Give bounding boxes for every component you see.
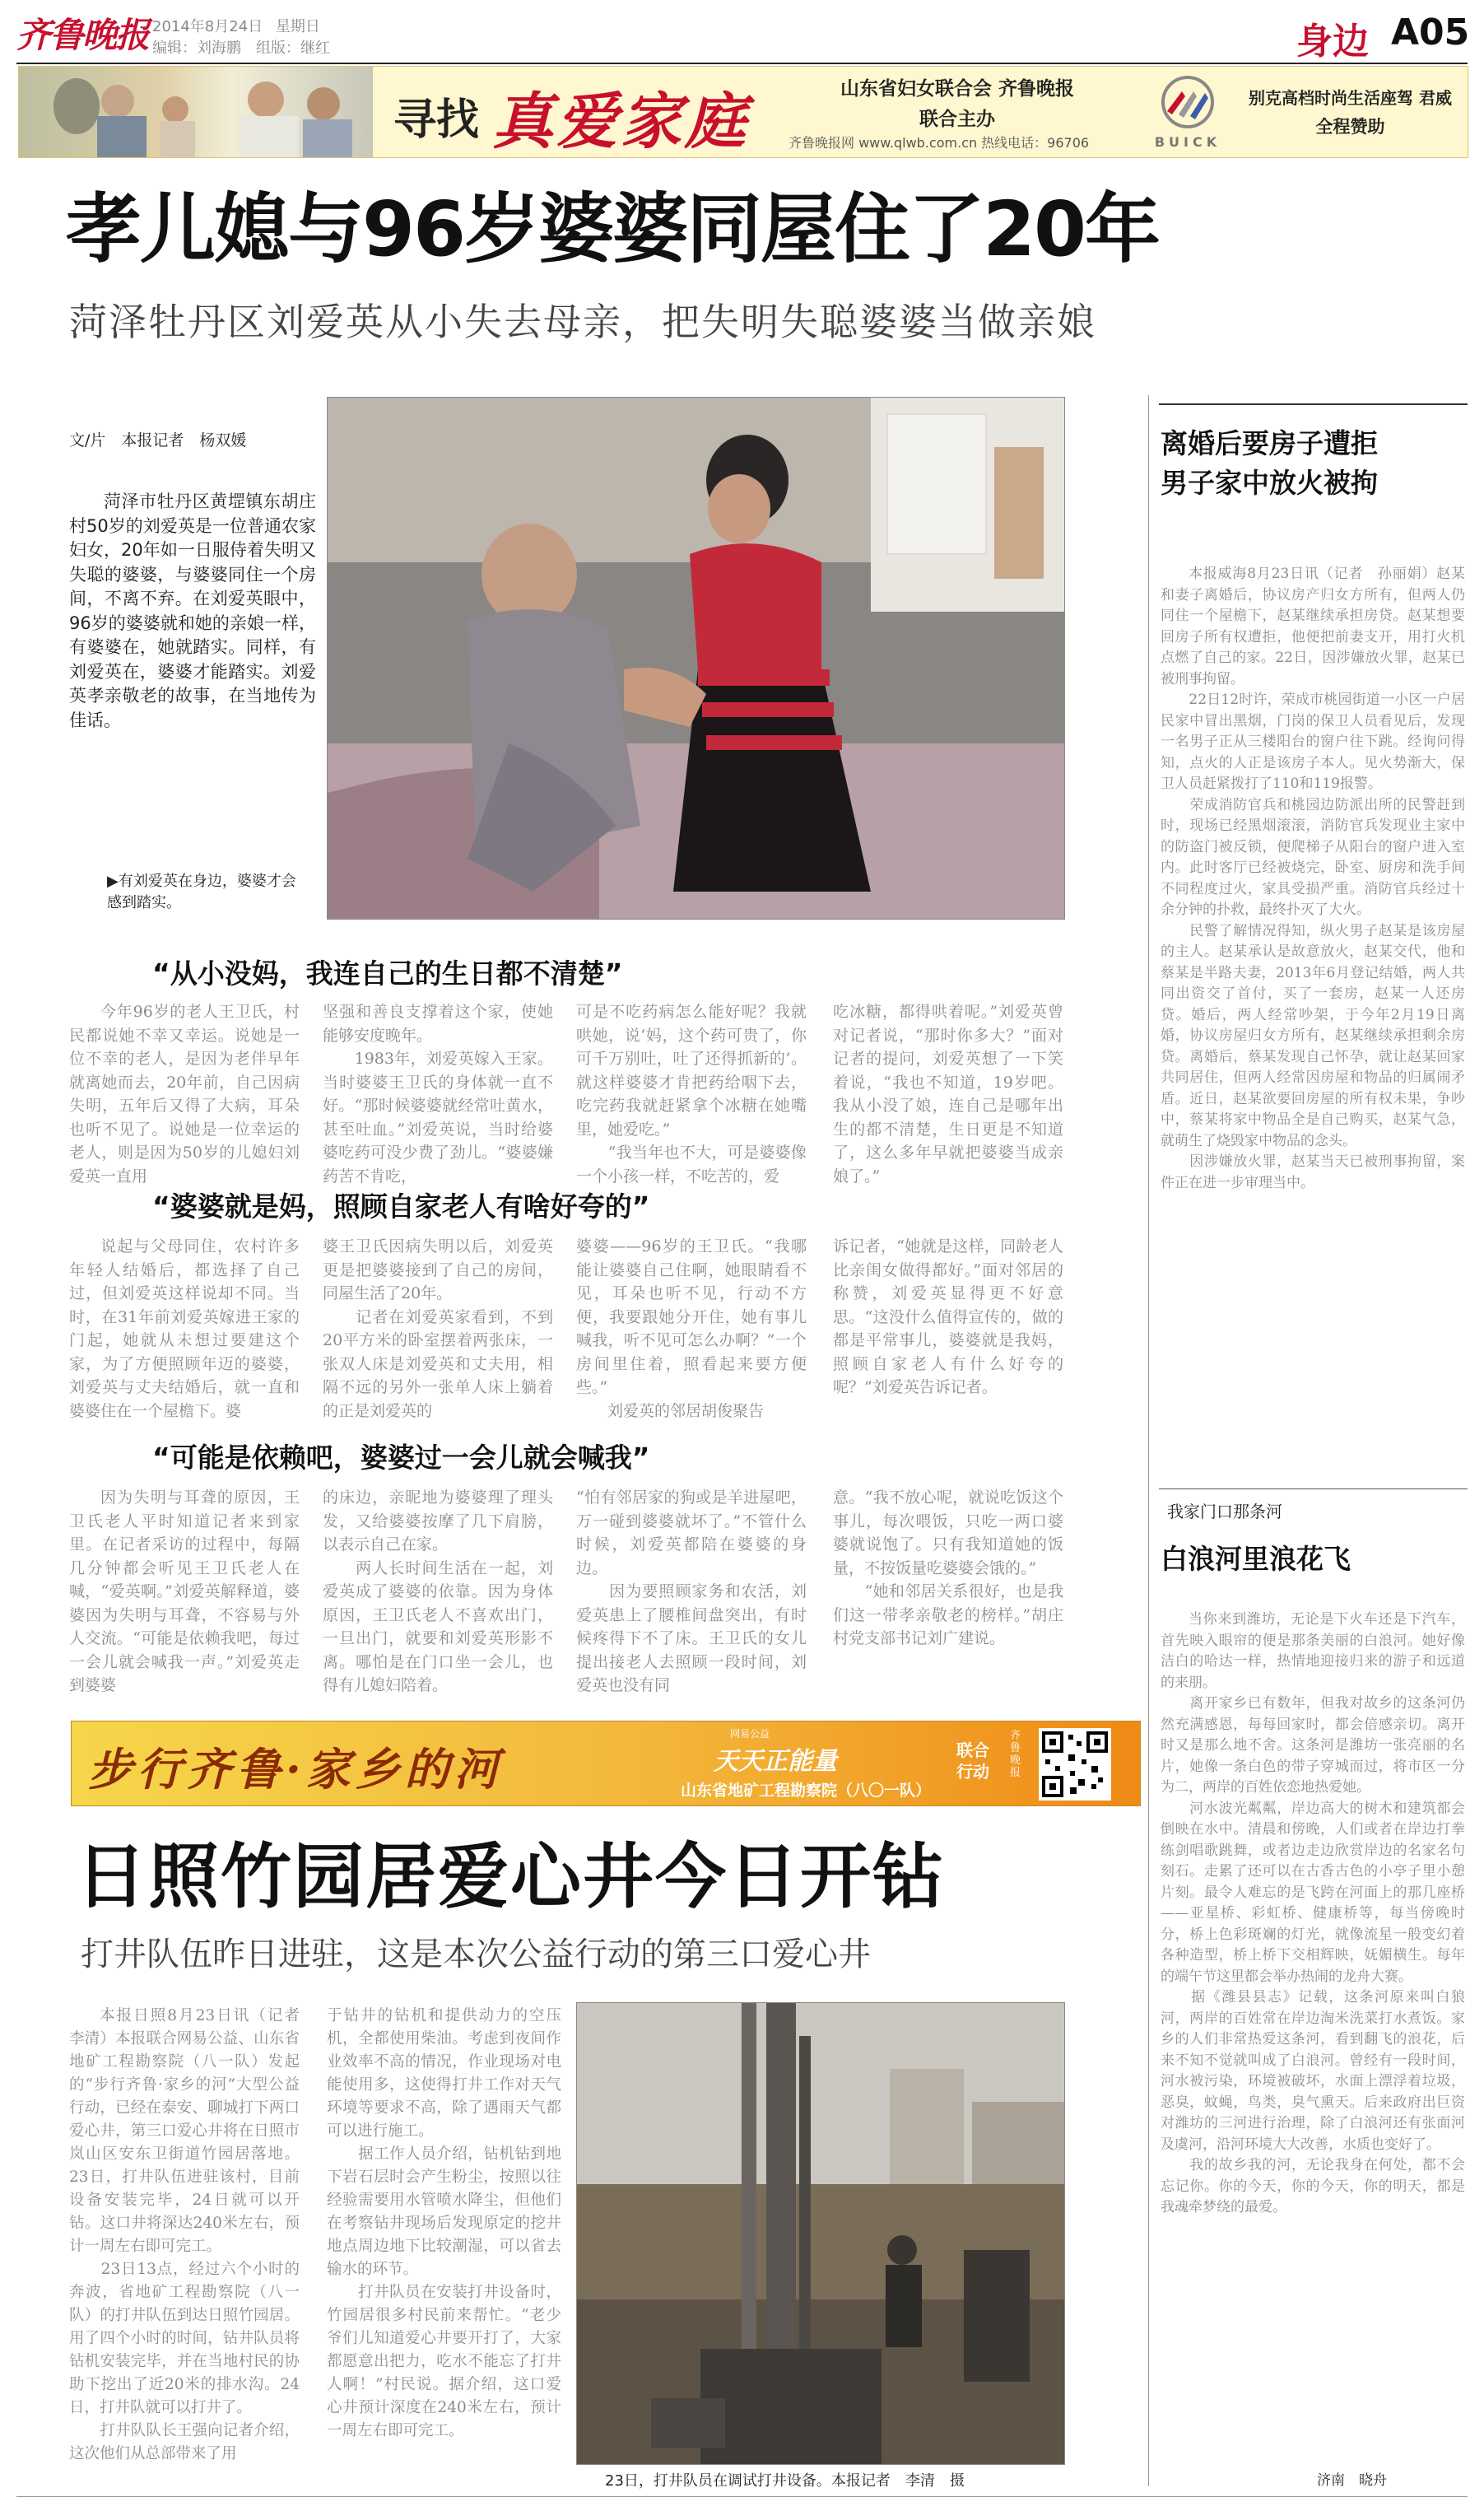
weekday-text: 星期日 <box>275 18 320 35</box>
sidebar1-top-rule <box>1159 403 1468 405</box>
article1-sec1-col1: 今年96岁的老人王卫氏，村民都说她不幸又幸运。说她是一位不幸的老人，是因为老伴早年就离她而去，20年前，自己因病失明，五年后又得了大病，耳朵也听不见了。说她是一位幸运的老人，则是因为50岁的儿媳妇刘爱英一直用 <box>69 1003 300 1186</box>
sidebar2-author: 济南 晓舟 <box>1317 2472 1387 2489</box>
well-drilling-rig-image <box>577 2003 1064 2464</box>
article1-headline: 孝儿媳与96岁婆婆同屋住了20年 <box>66 185 1160 273</box>
banner2-brand-sub: 网易公益 <box>730 1728 770 1740</box>
article1-sec3-col3: “怕有邻居家的狗或是羊进屋吧，万一碰到婆婆就坏了。”不管什么时候，刘爱英都陪在婆婆的身边。 因为要照顾家务和农活，刘爱英患上了腰椎间盘突出，有时候疼得下不了床。王卫氏的女儿提出接老人去照顾一段时间，刘爱英也没有同 <box>576 1488 807 1694</box>
article1-sec1-col4: 吃冰糖，都得哄着呢。”刘爱英曾对记者说，“那时你多大？”面对记者的提问，刘爱英想了一下笑着说，“我也不知道，19岁吧。我从小没了娘，连自己是哪年出生的都不清楚，生日更是不知道了，这么多年早就把婆婆当成亲娘了。” <box>833 1003 1063 1186</box>
article1-sec3-col1: 因为失明与耳聋的原因，王卫氏老人平时知道记者来到家里。在记者采访的过程中，每隔几分钟都会听见王卫氏老人在喊，“爱英啊。”刘爱英解释道，婆婆因为失明与耳聋，不容易与外人交流。“可能是依赖我吧，每过一会儿就会喊我一声。”刘爱英走到婆婆 <box>69 1488 300 1694</box>
banner2-brand-block <box>681 1726 952 1819</box>
issue-date <box>152 15 320 36</box>
article1-photo-caption: ▶有刘爱英在身边，婆婆才会感到踏实。 <box>107 873 296 911</box>
banner-title-big: 真爱家庭 <box>492 86 749 157</box>
sidebar1-body: 本报威海8月23日讯（记者 孙丽娟）赵某和妻子离婚后，协议房产归女方所有，但两人仍同住一个屋檐下，赵某继续承担房贷。赵某想要回房子所有权遭拒，他便把前妻支开，用打火机点燃了自己的家。22日，因涉嫌放火罪，赵某已被刑事拘留。 22日12时许，荣成市桃园街道一小区一户居民家中冒出黑烟，门岗的保卫人员看见后，发现一名男子正从三楼阳台的窗户往下跳。经询问得知，点火的人正是该房子本人。见火势渐大，保卫人员赶紧拨打了110和119报警。 荣成消防官兵和桃园边防派出所的民警赶到时，现场已经黑烟滚滚，消防官兵发现业主家中的防盗门被反锁，便爬梯子从阳台的窗户进入室内。此时客厅已经被烧完，卧室、厨房和洗手间不同程度过火，家具受损严重。消防官兵经过十余分钟的扑救，最终扑灭了大火。 民警了解情况得知，纵火男子赵某是该房屋的主人。赵某承认是故意放火，赵某交代，他和蔡某是半路夫妻，2013年6月登记结婚，两人共同出资交了首付，买了一套房，赵某一人还房贷。婚后，两人经常吵架，于今年2月19日离婚，协议房屋归女方所有，赵某继续承担剩余房贷。离婚后，蔡某发现自己怀孕，就让赵某回家共同居住，但两人经常因房屋和物品的归属闹矛盾。近日，赵某欲要回房屋的所有权未果，争吵中，蔡某将家中物品全是自己购买，赵某气急，就萌生了烧毁家中物品的念头。 因涉嫌放火罪，赵某当天已被刑事拘留，案件正在进一步审理当中。 <box>1161 566 1465 1191</box>
buick-emblem-icon <box>1142 73 1233 131</box>
sidebar1-headline-line1: 离婚后要房子遭拒 <box>1161 427 1378 459</box>
banner-contact: 齐鲁晚报网 www.qlwb.com.cn 热线电话：96706 <box>789 135 1090 151</box>
sidebar2-kicker: 我家门口那条河 <box>1167 1502 1282 1521</box>
column-divider <box>1148 395 1149 2486</box>
sidebar2-body: 当你来到潍坊，无论是下火车还是下汽车，首先映入眼帘的便是那条美丽的白浪河。她好像洁白的哈达一样，热情地迎接归来的游子和远道的来朋。 离开家乡已有数年，但我对故乡的这条河仍然充满感恩，每每回家时，都会倍感亲切。离开时又是那么地不舍。这条河是潍坊一张亮丽的名片，她像一条白色的带子穿城而过，将市区一分为二，两岸的百姓依恋地热爱她。 河水波光粼粼，岸边高大的树木和建筑都会倒映在水中。清晨和傍晚，人们或者在岸边打拳练剑唱歌跳舞，或者边走边欣赏岸边的名家名句刻石。走累了还可以在古香古色的小亭子里小憩片刻。最令人难忘的是飞跨在河面上的那几座桥——亚星桥、彩虹桥、健康桥等，每当傍晚时分，桥上色彩斑斓的灯光，就像流星一般变幻着各种造型，桥上桥下交相辉映，妩媚横生。每年的端午节这里都会举办热闹的龙舟大赛。 据《潍县县志》记载，这条河原来叫白狼河，两岸的百姓常在岸边淘米洗菜打水煮饭。家乡的人们非常热爱这条河，看到翻飞的浪花，后来不知不觉就叫成了白浪河。曾经有一段时间，河水被污染，环境被破坏，水面上漂浮着垃圾，恶臭，蚊蝇，鸟类，臭气熏天。后来政府出巨资对潍坊的三河进行治理，除了白浪河还有张面河及虞河，沿河环境大大改善，水质也变好了。 我的故乡我的河，无论我身在何处，都不会忘记你。你的今天，你的今天，你的明天，都是我魂牵梦绕的最爱。 <box>1161 1611 1465 2215</box>
banner-sponsor <box>1237 85 1463 138</box>
organizers-line1: 山东省妇女联合会 齐鲁晚报 <box>840 78 1074 100</box>
sidebar2-headline: 白浪河里浪花飞 <box>1161 1543 1351 1575</box>
article2-headline: 日照竹园居爱心井今日开钻 <box>76 1836 945 1918</box>
sidebar1-headline-line2: 男子家中放火被拘 <box>1161 467 1378 499</box>
article1-sec2-col3: 婆婆——96岁的王卫氏。“我哪能让婆婆自己住啊，她眼睛看不见，耳朵也听不见，行动不方便，我要跟她分开住，她有事儿喊我，听不见可怎么办啊？”一个房间里住着，照看起来要方便些。” 刘爱英的邻居胡俊聚告 <box>576 1237 807 1420</box>
editors-line: 编辑：刘海鹏 组版：继红 <box>152 40 330 57</box>
article1-subhead: 菏泽牡丹区刘爱英从小失去母亲，把失明失聪婆婆当做亲娘 <box>69 300 1096 344</box>
sponsor-line1: 别克高档时尚生活座驾 君威 <box>1249 88 1452 108</box>
banner-title-small: 寻找 <box>393 96 480 145</box>
banner-walk-qilu <box>71 1721 1141 1819</box>
qr-code-icon <box>1039 1728 1111 1801</box>
elderly-couple-illustration <box>19 67 373 157</box>
banner2-side-text: 齐鲁晚报 <box>1010 1730 1021 1779</box>
sidebar2-top-rule <box>1159 1488 1468 1489</box>
sidebar1-headline <box>1161 424 1465 503</box>
sponsor-line2: 全程赞助 <box>1315 117 1385 137</box>
organizers-line2: 联合主办 <box>919 109 995 130</box>
banner-organizers <box>826 73 1089 131</box>
article1-sec2-col4: 诉记者，“她就是这样，同龄老人比亲闺女做得都好。”面对邻居的称赞，刘爱英显得更不好意思。“这没什么值得宣传的，做的都是平常事儿，婆婆就是我妈，照顾自家老人有什么好夸的呢？”刘爱英告诉记者。 <box>833 1237 1063 1396</box>
banner2-brand-top: 天天正能量 <box>714 1747 837 1776</box>
date-text: 2014年8月24日 <box>152 18 263 35</box>
section-name: 身边 <box>1296 21 1369 63</box>
article1-sec3-col4: 意。“我不放心呢，就说吃饭这个事儿，每次喂饭，只吃一两口婆婆就说饱了。只有我知道她的饭量，不按饭量吃婆婆会饿的。” “她和邻居关系很好，也是我们这一带孝亲敬老的榜样。”胡庄村党支部书记刘广建说。 <box>833 1488 1063 1647</box>
article1-section3-heading: “可能是依赖吧，婆婆过一会儿就会喊我” <box>152 1442 650 1474</box>
banner2-org: 山东省地矿工程勘察院（八〇一队） <box>681 1782 932 1800</box>
caregiver-with-mother-in-law-image <box>328 398 1064 919</box>
article1-sec1-col3: 可是不吃药病怎么能好呢？我就哄她，说‘妈，这个药可贵了，你可千万别吐，吐了还得抓新的’。就这样婆婆才肯把药给咽下去，吃完药我就赶紧拿个冰糖在她嘴里，她爱吃。” “我当年也不大，可是婆婆像一个小孩一样，不吃苦的，爱 <box>576 1003 807 1186</box>
article1-section2-heading: “婆婆就是妈，照顾自家老人有啥好夸的” <box>152 1190 650 1223</box>
article1-sec3-col2: 的床边，亲昵地为婆婆理了理头发，又给婆婆按摩了几下肩膀，以表示自己在家。 两人长时间生活在一起，刘爱英成了婆婆的依靠。因为身体原因，王卫氏老人不喜欢出门，一旦出门，就要和刘爱英形影不离。哪怕是在门口坐一会儿，也得有儿媳妇陪着。 <box>323 1488 553 1694</box>
article1-sec1-col2: 坚强和善良支撑着这个家，使她能够安度晚年。 1983年，刘爱英嫁入王家。当时婆婆王卫氏的身体就一直不好。“那时候婆婆就经常吐黄水，甚至吐血。”刘爱英说，当时给婆婆吃药可没少费了劲儿。“婆婆嫌药苦不肯吃， <box>323 1003 553 1186</box>
article1-sec2-col1: 说起与父母同住，农村许多年轻人结婚后，都选择了自己过，但刘爱英这样说却不同。当时，在31年前刘爱英嫁进王家的门起，她就从未想过要建这个家，为了方便照顾年迈的婆婆，刘爱英与丈夫结婚后，就一直和婆婆住在一个屋檐下。婆 <box>69 1237 300 1420</box>
newspaper-logo: 齐鲁晚报 <box>16 15 149 55</box>
article1-byline: 文/片 本报记者 杨双媛 <box>69 431 247 450</box>
article2-photo <box>576 2002 1065 2465</box>
article2-col1: 本报日照8月23日讯（记者 李清）本报联合网易公益、山东省地矿工程勘察院（八一队）发起的“步行齐鲁·家乡的河”大型公益行动，已经在泰安、聊城打下两口爱心井，第三口爱心井将在日照市岚山区安东卫街道竹园居落地。23日，打井队伍进驻该村，目前设备安装完毕，24日就可以开钻。这口井将深达240米左右，预计一周左右即可完工。 23日13点，经过六个小时的奔波，省地矿工程勘察院（八一队）的打井队伍到达日照竹园居。用了四个小时的时间，钻井队员将钻机安装完毕，并在当地村民的协助下挖出了近20米的排水沟。24日，打井队就可以打井了。 打井队队长王强向记者介绍，这次他们从总部带来了用 <box>69 2007 300 2462</box>
article1-sec2-col2: 婆王卫氏因病失明以后，刘爱英更是把婆婆接到了自己的房间，同屋生活了20年。 记者在刘爱英家看到，不到20平方米的卧室摆着两张床，一张双人床是刘爱英和丈夫用，相隔不远的另外一张单人床上躺着的正是刘爱英的 <box>323 1237 553 1420</box>
banner-find-true-love-family <box>18 66 1468 158</box>
article1-section1-heading: “从小没妈，我连自己的生日都不清楚” <box>152 957 623 990</box>
masthead <box>0 0 1484 62</box>
article2-subhead: 打井队伍昨日进驻，这是本次公益行动的第三口爱心井 <box>81 1936 871 1973</box>
banner2-contact: 热线电话：96706 网址：www.qlwb.com.cn <box>681 1807 900 1819</box>
buick-logo <box>1142 73 1233 151</box>
masthead-rule <box>16 63 1468 64</box>
article1-photo <box>327 397 1065 920</box>
page-bottom-rule <box>16 2496 1468 2497</box>
banner2-slogan: 步行齐鲁·家乡的河 <box>88 1743 504 1796</box>
banner2-action: 联合行动 <box>956 1740 989 1782</box>
banner-photo <box>19 67 373 157</box>
qr-code-pattern-icon <box>1040 1730 1110 1799</box>
article1-lead: 菏泽市牡丹区黄堽镇东胡庄村50岁的刘爱英是一位普通农家妇女，20年如一日服侍着失明又失聪的婆婆，与婆婆同住一个房间，不离不弃。在刘爱英眼中，96岁的婆婆就和她的亲娘一样，有婆婆在，她就踏实。同样，有刘爱英在，婆婆才能踏实。刘爱英孝亲敬老的故事，在当地传为佳话。 <box>69 491 316 730</box>
article2-col2: 于钻井的钻机和提供动力的空压机，全都使用柴油。考虑到夜间作业效率不高的情况，作业现场对电能使用多，这使得打井工作对天气环境等要求不高，除了遇雨天气都可以进行施工。 据工作人员介绍，钻机钻到地下岩石层时会产生粉尘，按照以往经验需要用水管喷水降尘，但他们在考察钻井现场后发现原定的挖井地点周边地下比较潮湿，可以省去输水的环节。 打井队员在安装打井设备时，竹园居很多村民前来帮忙。“老少爷们儿知道爱心井要开打了，大家都愿意出把力，吃水不能忘了打井人啊！”村民说。据介绍，这口爱心井预计深度在240米左右，预计一周左右即可完工。 <box>327 2007 561 2439</box>
article2-photo-caption: 23日，打井队员在调试打井设备。本报记者 李清 摄 <box>605 2472 965 2490</box>
buick-brand: BUICK <box>1154 134 1221 150</box>
page-number: A05 <box>1391 12 1470 54</box>
